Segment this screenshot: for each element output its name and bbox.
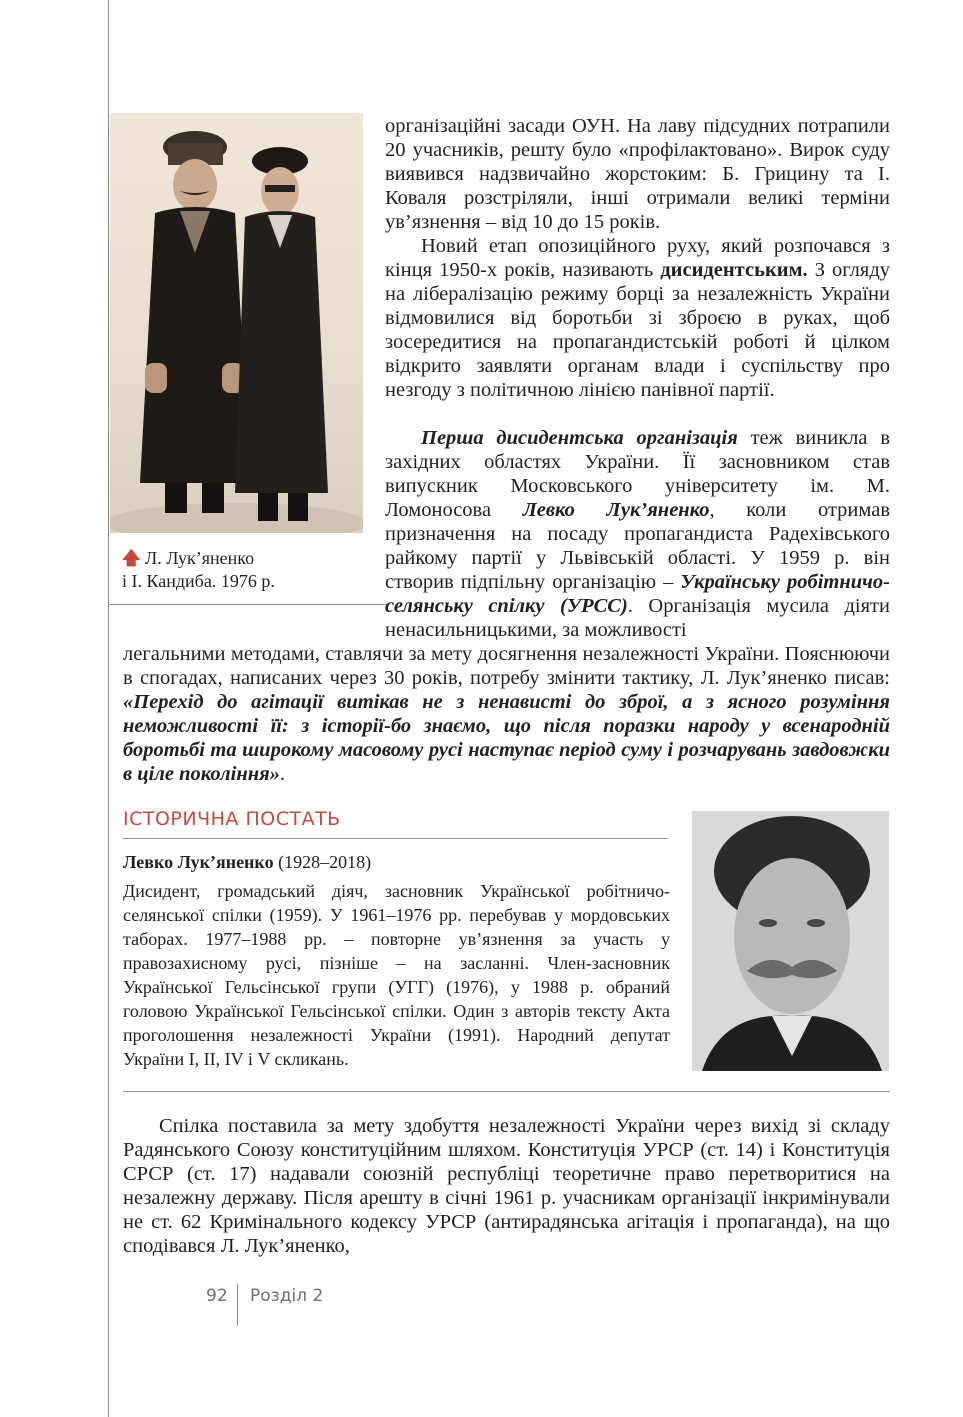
p4-end: . <box>279 763 286 785</box>
p4-text: легальними методами, ставлячи за мету досягнення незалежності України. Пояснюючи в спогадах, написаних через 30 років, потребу змінити тактику, Л. Лук’яненко писав: <box>123 643 890 689</box>
section-title: ІСТОРИЧНА ПОСТАТЬ <box>123 808 341 830</box>
photo-lukianenko-kandyba <box>110 113 363 533</box>
caption-rule <box>110 604 387 605</box>
portrait-illustration <box>692 811 889 1071</box>
bio-years: (1928–2018) <box>278 852 372 872</box>
photo-caption <box>122 547 362 593</box>
paragraph-5 <box>123 1114 890 1258</box>
p3-term-2: Левко Лук’яненко <box>522 499 710 521</box>
paragraph-1 <box>385 114 890 234</box>
p3-text-2: , коли отримав призначення на посаду пропагандиста Радехівського райкому партії у Львівській області. У 1959 р. він створив підпільну організацію – <box>385 499 890 593</box>
p3-text-3: . Організація мусила діяти ненасильницькими, за можливості <box>385 595 890 641</box>
arrow-up-icon: 🡅 <box>122 548 141 568</box>
margin-rule <box>108 0 109 1417</box>
p4-quote: «Перехід до агітації витікав не з ненависті до зброї, а з ясного розуміння неможливості її: з історії-бо знаємо, що після поразки народу у всенародній боротьбі та широкому масовому русі наступає період суму і розчарувань завдовжки в ціле покоління» <box>123 691 890 785</box>
bio-name: Левко Лук’яненко <box>123 852 274 872</box>
p1-text: організаційні засади ОУН. На лаву підсудних потрапили 20 учасників, решту було «профілактовано». Вирок суду виявився надзвичайно жорстоким: Б. Грицину та І. Коваля розстріляли, інші отримали великі терміни ув’язнення – від 10 до 15 років. <box>385 115 890 233</box>
p3-term-3: Українську робітничо-селянську спілку (УРСС) <box>385 571 890 617</box>
footer-section: Розділ 2 <box>250 1286 324 1306</box>
p2-bold-term: дисидентським. <box>660 259 808 281</box>
section-rule <box>123 838 668 839</box>
caption-line2: і І. Кандиба. 1976 р. <box>122 571 275 591</box>
paragraph-4 <box>123 642 890 786</box>
p2-text-a: Новий етап опозиційного руху, який розпочався з кінця 1950-х років, називають <box>385 235 890 281</box>
paragraph-2 <box>385 234 890 402</box>
p5-text: Спілка поставила за мету здобуття незалежності України через вихід зі складу Радянського Союзу конституційним шляхом. Конституція УРСР (ст. 14) і Конституція СРСР (ст. 17) надавали союзній республіці теоретичне право перетворитися на незалежну державу. Після арешту в січні 1961 р. учасникам організації інкримінували не ст. 62 Кримінального кодексу УРСР (антирадянська агітація і пропаганда), на що сподівався Л. Лук’яненко, <box>123 1115 890 1257</box>
paragraph-3 <box>385 426 890 642</box>
footer-separator <box>237 1284 238 1326</box>
p3-term-1: Перша дисидентська організація <box>421 427 738 449</box>
page-number: 92 <box>206 1286 228 1306</box>
p2-text-b: З огляду на лібералізацію режиму борці за незалежність України відмовилися від боротьби зі зброєю в руках, щоб зосередитися на пропагандистській роботі й цілком відкрито заявляти органам влади і суспільству про незгоду з політичною лінією панівної партії. <box>385 259 891 401</box>
bio-heading <box>123 852 371 873</box>
p3-text-1: теж виникла в західних областях України. Її засновником став випускник Московського університету ім. М. Ломоносова <box>385 427 890 521</box>
portrait-lukianenko <box>692 811 889 1071</box>
box-bottom-rule <box>123 1091 890 1092</box>
caption-line1: Л. Лук’яненко <box>145 548 255 568</box>
bio-text: Дисидент, громадський діяч, засновник Української робітничо-селянської спілки (1959). У 1961–1976 рр. перебував у мордовських таборах. 1977–1988 рр. – повторне ув’язнення за участь у правозахисному русі, пізніше – на засланні. Член-засновник Української Гельсінської групи (УГГ) (1976), у 1988 р. обраний головою Української Гельсінської спілки. Один з авторів тексту Акта проголошення незалежності України (1991). Народний депутат України I, II, IV і V скликань. <box>123 881 670 1069</box>
photo-illustration <box>110 113 363 533</box>
